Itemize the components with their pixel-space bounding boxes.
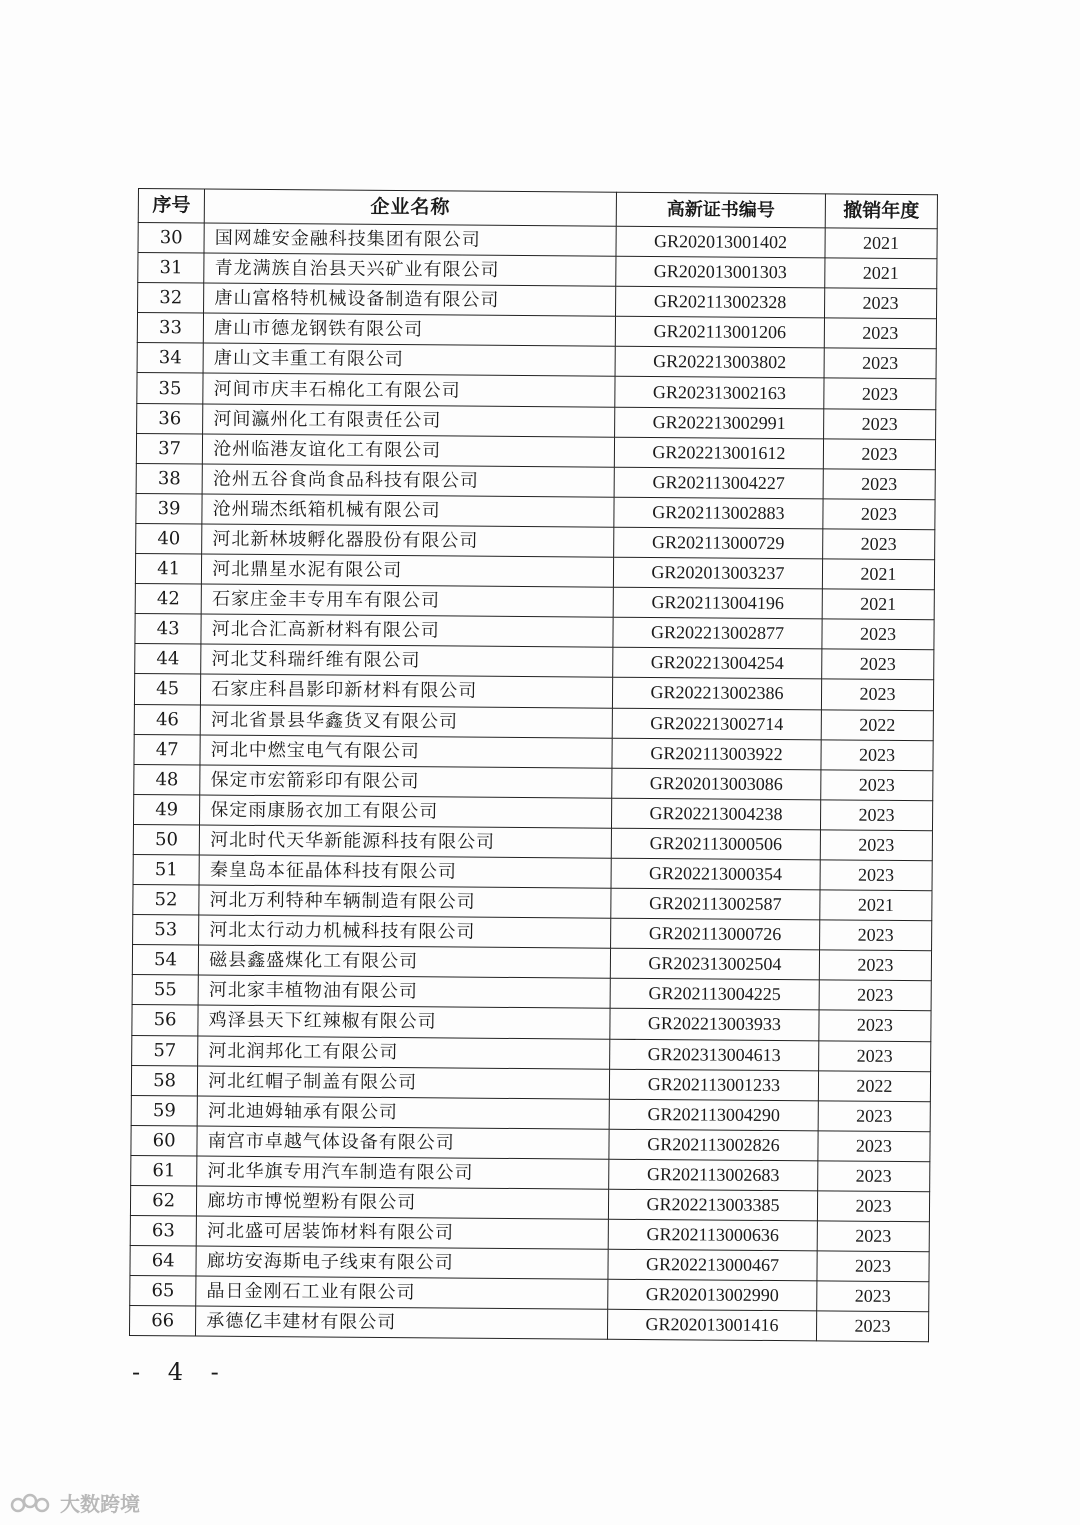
row-revocation-year: 2023 <box>818 1101 930 1132</box>
row-company-name: 保定市宏箭彩印有限公司 <box>200 765 612 798</box>
row-certificate-number: GR202213004238 <box>612 798 821 830</box>
row-index: 63 <box>130 1216 196 1247</box>
row-revocation-year: 2023 <box>824 318 936 349</box>
row-certificate-number: GR202213003802 <box>615 347 824 379</box>
row-index: 65 <box>130 1276 196 1307</box>
row-company-name: 沧州瑞杰纸箱机械有限公司 <box>202 494 614 527</box>
row-certificate-number: GR202113002587 <box>611 888 820 920</box>
row-index: 49 <box>134 794 200 825</box>
row-index: 40 <box>136 523 202 554</box>
row-revocation-year: 2023 <box>820 830 932 861</box>
row-revocation-year: 2023 <box>822 649 934 680</box>
row-revocation-year: 2023 <box>817 1251 929 1282</box>
row-index: 41 <box>135 554 201 585</box>
row-revocation-year: 2023 <box>817 1281 929 1312</box>
row-index: 43 <box>135 614 201 645</box>
row-certificate-number: GR202213004254 <box>613 648 822 680</box>
row-certificate-number: GR202213001612 <box>614 437 823 469</box>
row-company-name: 河间瀛州化工有限责任公司 <box>203 404 615 437</box>
row-revocation-year: 2023 <box>823 499 935 530</box>
row-company-name: 国网雄安金融科技集团有限公司 <box>204 223 616 256</box>
row-company-name: 石家庄金丰专用车有限公司 <box>201 584 613 617</box>
row-company-name: 河北家丰植物油有限公司 <box>198 975 610 1008</box>
row-revocation-year: 2023 <box>817 1191 929 1222</box>
row-certificate-number: GR202113004290 <box>609 1099 818 1131</box>
row-company-name: 唐山市德龙钢铁有限公司 <box>204 313 616 346</box>
row-certificate-number: GR202213003933 <box>610 1009 819 1041</box>
row-revocation-year: 2023 <box>816 1311 928 1342</box>
row-index: 52 <box>133 885 199 916</box>
row-certificate-number: GR202213002991 <box>615 407 824 439</box>
row-certificate-number: GR202213002877 <box>613 617 822 649</box>
row-index: 37 <box>136 433 202 464</box>
row-certificate-number: GR202113004196 <box>613 587 822 619</box>
row-index: 48 <box>134 764 200 795</box>
row-revocation-year: 2023 <box>819 950 931 981</box>
row-index: 45 <box>134 674 200 705</box>
row-company-name: 河北迪姆轴承有限公司 <box>197 1096 609 1129</box>
row-certificate-number: GR202113001233 <box>609 1069 818 1101</box>
row-revocation-year: 2023 <box>824 348 936 379</box>
row-index: 60 <box>131 1125 197 1156</box>
row-revocation-year: 2023 <box>819 980 931 1011</box>
row-revocation-year: 2023 <box>823 529 935 560</box>
row-revocation-year: 2023 <box>818 1131 930 1162</box>
table-body <box>129 223 937 1343</box>
row-revocation-year: 2023 <box>821 679 933 710</box>
row-company-name: 河北省景县华鑫货叉有限公司 <box>200 705 612 738</box>
row-revocation-year: 2023 <box>821 739 933 770</box>
row-certificate-number: GR202013002990 <box>608 1280 817 1312</box>
row-index: 47 <box>134 734 200 765</box>
row-revocation-year: 2021 <box>822 589 934 620</box>
row-revocation-year: 2022 <box>821 709 933 740</box>
row-index: 31 <box>138 253 204 284</box>
row-index: 36 <box>137 403 203 434</box>
row-company-name: 唐山富格特机械设备制造有限公司 <box>204 283 616 316</box>
row-company-name: 晶日金刚石工业有限公司 <box>196 1276 608 1309</box>
row-company-name: 保定雨康肠衣加工有限公司 <box>200 795 612 828</box>
row-certificate-number: GR202013001402 <box>616 226 825 258</box>
row-revocation-year: 2023 <box>819 1010 931 1041</box>
row-index: 35 <box>137 373 203 404</box>
row-index: 50 <box>133 824 199 855</box>
row-revocation-year: 2023 <box>823 439 935 470</box>
brand-logo-icon <box>10 1491 54 1515</box>
row-revocation-year: 2021 <box>825 228 937 259</box>
row-index: 51 <box>133 854 199 885</box>
row-certificate-number: GR202113004225 <box>610 979 819 1011</box>
row-index: 44 <box>135 644 201 675</box>
row-certificate-number: GR202113003922 <box>612 738 821 770</box>
row-certificate-number: GR202113002328 <box>616 286 825 318</box>
row-index: 55 <box>132 975 198 1006</box>
row-revocation-year: 2023 <box>819 920 931 951</box>
row-certificate-number: GR202313002504 <box>610 948 819 980</box>
revocation-table <box>129 188 938 1343</box>
row-company-name: 河北润邦化工有限公司 <box>198 1036 610 1069</box>
row-revocation-year: 2021 <box>822 559 934 590</box>
row-certificate-number: GR202213002386 <box>612 678 821 710</box>
row-certificate-number: GR202113000506 <box>611 828 820 860</box>
row-index: 53 <box>133 915 199 946</box>
row-index: 42 <box>135 584 201 615</box>
row-company-name: 廊坊安海斯电子线束有限公司 <box>196 1246 608 1279</box>
row-company-name: 青龙满族自治县天兴矿业有限公司 <box>204 253 616 286</box>
row-revocation-year: 2023 <box>818 1161 930 1192</box>
row-index: 64 <box>130 1246 196 1277</box>
row-company-name: 河北盛可居装饰材料有限公司 <box>196 1216 608 1249</box>
row-certificate-number: GR202313004613 <box>610 1039 819 1071</box>
row-index: 57 <box>132 1035 198 1066</box>
row-company-name: 河北新林坡孵化器股份有限公司 <box>202 524 614 557</box>
row-index: 58 <box>131 1065 197 1096</box>
row-certificate-number: GR202113004227 <box>614 467 823 499</box>
row-certificate-number: GR202113002683 <box>609 1159 818 1191</box>
row-index: 59 <box>131 1095 197 1126</box>
row-certificate-number: GR202013001303 <box>616 256 825 288</box>
row-company-name: 沧州临港友谊化工有限公司 <box>203 434 615 467</box>
row-revocation-year: 2023 <box>821 770 933 801</box>
row-revocation-year: 2022 <box>818 1070 930 1101</box>
row-company-name: 廊坊市博悦塑粉有限公司 <box>197 1186 609 1219</box>
row-company-name: 河北万利特种车辆制造有限公司 <box>199 885 611 918</box>
row-index: 39 <box>136 493 202 524</box>
row-certificate-number: GR202113002883 <box>614 497 823 529</box>
row-revocation-year: 2021 <box>820 890 932 921</box>
row-company-name: 鸡泽县天下红辣椒有限公司 <box>198 1005 610 1038</box>
row-index: 56 <box>132 1005 198 1036</box>
row-company-name: 唐山文丰重工有限公司 <box>203 343 615 376</box>
row-certificate-number: GR202013001416 <box>607 1310 816 1342</box>
header-certificate: 高新证书编号 <box>616 192 825 228</box>
row-company-name: 河北华旗专用汽车制造有限公司 <box>197 1156 609 1189</box>
row-index: 62 <box>130 1185 196 1216</box>
row-revocation-year: 2023 <box>817 1221 929 1252</box>
row-revocation-year: 2023 <box>820 860 932 891</box>
row-company-name: 河北红帽子制盖有限公司 <box>198 1066 610 1099</box>
row-company-name: 石家庄科昌影印新材料有限公司 <box>201 674 613 707</box>
row-index: 30 <box>138 223 204 254</box>
row-certificate-number: GR202113000636 <box>608 1219 817 1251</box>
table-row <box>129 1306 928 1342</box>
row-certificate-number: GR202113000726 <box>611 918 820 950</box>
row-revocation-year: 2023 <box>824 288 936 319</box>
row-company-name: 承德亿丰建材有限公司 <box>196 1306 608 1339</box>
row-company-name: 河北太行动力机械科技有限公司 <box>199 915 611 948</box>
header-year: 撤销年度 <box>825 194 937 229</box>
row-revocation-year: 2023 <box>819 1040 931 1071</box>
row-certificate-number: GR202113002826 <box>609 1129 818 1161</box>
row-certificate-number: GR202213002714 <box>612 708 821 740</box>
row-revocation-year: 2023 <box>820 800 932 831</box>
row-company-name: 磁县鑫盛煤化工有限公司 <box>199 945 611 978</box>
row-certificate-number: GR202313002163 <box>615 377 824 409</box>
header-index: 序号 <box>138 189 204 224</box>
row-revocation-year: 2023 <box>823 408 935 439</box>
row-certificate-number: GR202113001206 <box>615 317 824 349</box>
page-number: - 4 - <box>132 1358 229 1386</box>
header-company: 企业名称 <box>204 189 616 226</box>
watermark <box>10 1488 140 1517</box>
row-company-name: 南宫市卓越气体设备有限公司 <box>197 1126 609 1159</box>
watermark-text: 大数跨境 <box>60 1492 140 1516</box>
row-company-name: 河北中燃宝电气有限公司 <box>200 735 612 768</box>
row-certificate-number: GR202213000354 <box>611 858 820 890</box>
row-index: 33 <box>137 313 203 344</box>
row-index: 54 <box>132 945 198 976</box>
row-index: 46 <box>134 704 200 735</box>
row-certificate-number: GR202213000467 <box>608 1249 817 1281</box>
row-index: 34 <box>137 343 203 374</box>
row-index: 32 <box>138 283 204 314</box>
row-revocation-year: 2023 <box>822 619 934 650</box>
row-company-name: 河北合汇高新材料有限公司 <box>201 614 613 647</box>
row-company-name: 河间市庆丰石棉化工有限公司 <box>203 373 615 406</box>
row-certificate-number: GR202013003237 <box>613 557 822 589</box>
row-company-name: 河北鼎星水泥有限公司 <box>202 554 614 587</box>
row-certificate-number: GR202113000729 <box>614 527 823 559</box>
row-revocation-year: 2023 <box>823 469 935 500</box>
row-company-name: 河北时代天华新能源科技有限公司 <box>199 825 611 858</box>
row-index: 66 <box>129 1306 195 1337</box>
row-index: 61 <box>131 1155 197 1186</box>
row-revocation-year: 2021 <box>825 258 937 289</box>
row-revocation-year: 2023 <box>824 378 936 409</box>
row-company-name: 河北艾科瑞纤维有限公司 <box>201 644 613 677</box>
row-certificate-number: GR202213003385 <box>608 1189 817 1221</box>
row-company-name: 沧州五谷食尚食品科技有限公司 <box>202 464 614 497</box>
row-company-name: 秦皇岛本征晶体科技有限公司 <box>199 855 611 888</box>
row-index: 38 <box>136 463 202 494</box>
row-certificate-number: GR202013003086 <box>612 768 821 800</box>
